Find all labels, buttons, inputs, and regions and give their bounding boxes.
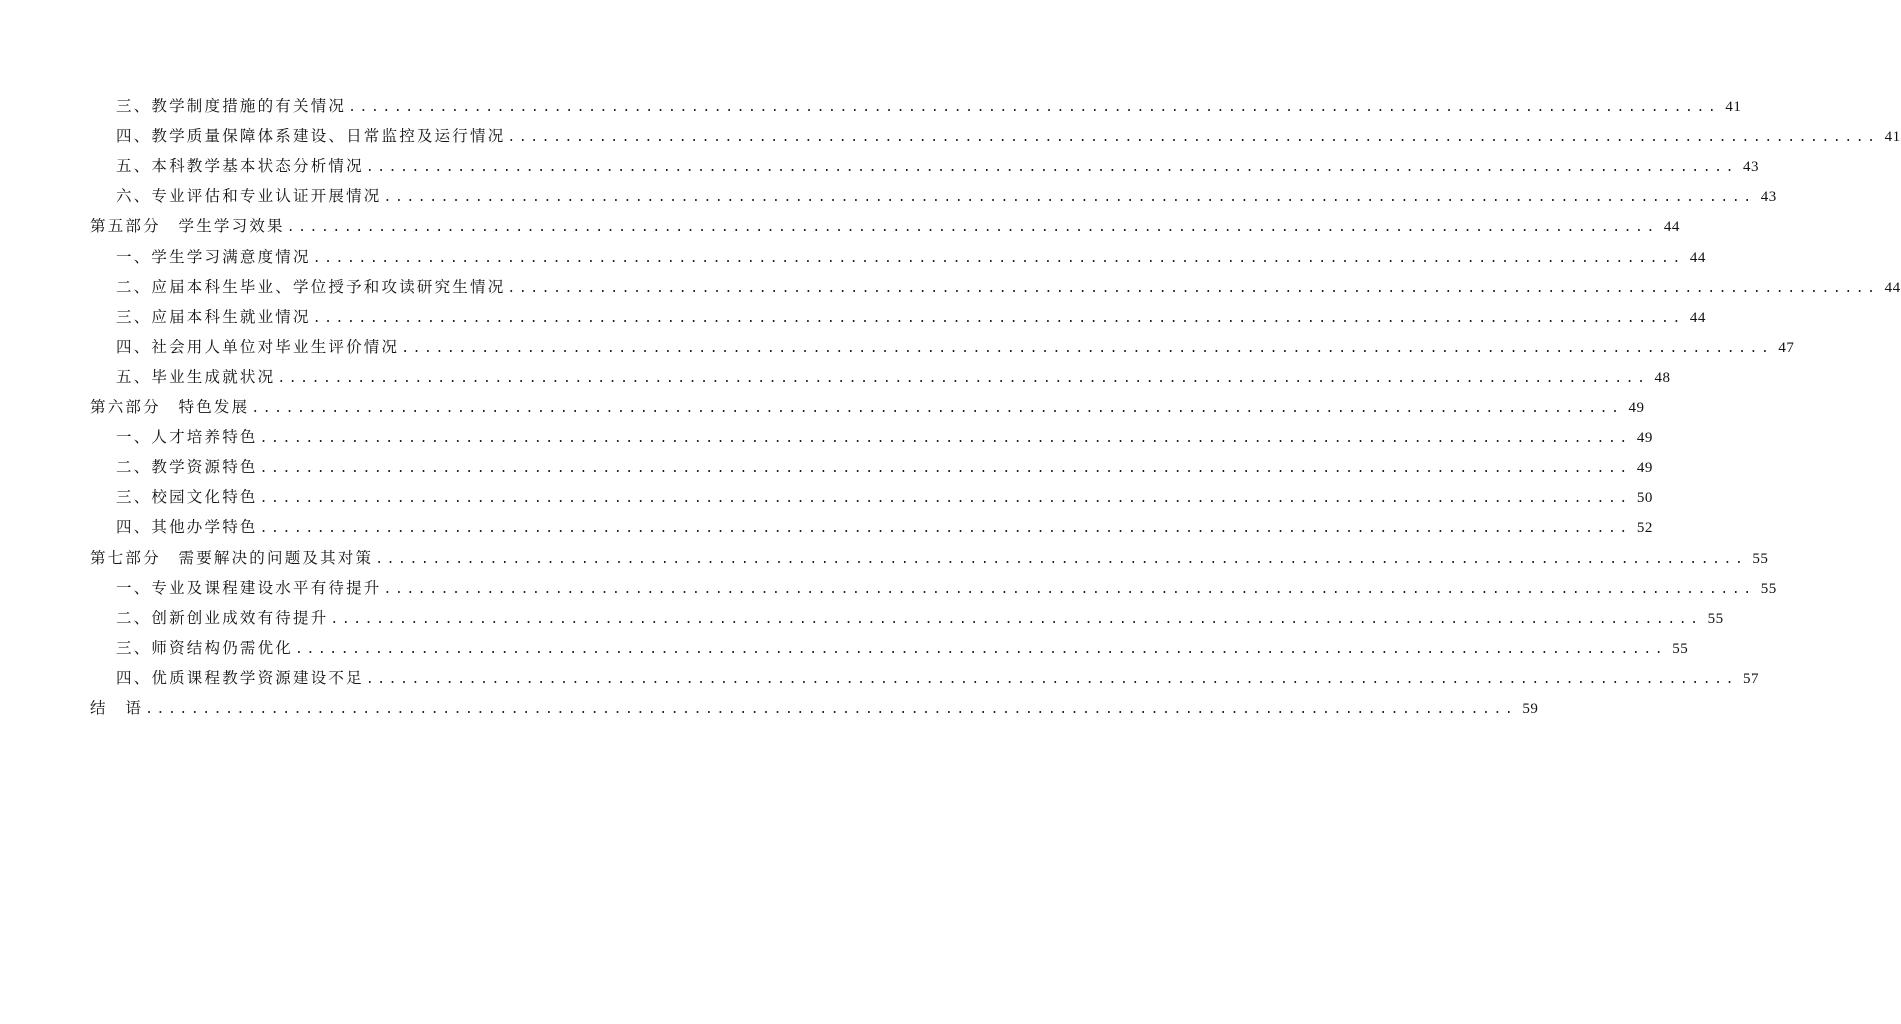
toc-entry-title: 结 语 — [90, 699, 144, 717]
toc-page-number: 55 — [1672, 640, 1689, 657]
toc-dot-leader: ........................................................................................................................ — [259, 461, 1631, 477]
toc-entry-title: 六、专业评估和专业认证开展情况 — [116, 187, 382, 206]
toc-section-row — [90, 214, 1680, 244]
toc-page-number: 49 — [1628, 400, 1645, 416]
toc-entry-title: 第七部分 需要解决的问题及其对策 — [90, 548, 374, 567]
toc-entry-title: 三、教学制度措施的有关情况 — [116, 97, 347, 115]
toc-dot-leader: ........................................................................................................................ — [401, 340, 1773, 356]
toc-entry-title: 二、教学资源特色 — [116, 458, 258, 477]
toc-entry-row — [116, 365, 1671, 395]
toc-dot-leader: ........................................................................................................................ — [259, 431, 1631, 447]
toc-entry-title: 四、其他办学特色 — [116, 518, 258, 537]
toc-entry-title: 四、优质课程教学资源建设不足 — [116, 668, 364, 687]
toc-page-number: 49 — [1636, 430, 1653, 447]
toc-dot-leader: ........................................................................................................................ — [286, 220, 1658, 236]
toc-entry-title: 一、学生学习满意度情况 — [116, 247, 311, 266]
toc-entry-row — [116, 94, 1742, 124]
toc-dot-leader: ........................................................................................................................ — [259, 491, 1631, 507]
toc-page-number: 48 — [1654, 369, 1671, 386]
toc-entry-row — [116, 245, 1706, 275]
toc-page-number: 57 — [1743, 670, 1760, 687]
toc-page-number: 44 — [1663, 219, 1680, 236]
toc-dot-leader: ........................................................................................................................ — [330, 611, 1702, 627]
toc-page-number: 55 — [1707, 610, 1724, 627]
toc-entry-title: 五、本科教学基本状态分析情况 — [116, 157, 364, 176]
toc-entry-row — [116, 184, 1777, 214]
toc-dot-leader: ........................................................................................................................ — [259, 521, 1631, 537]
toc-page-number: 47 — [1778, 339, 1795, 356]
toc-entry-title: 三、应届本科生就业情况 — [116, 307, 311, 326]
toc-entry-title: 第五部分 学生学习效果 — [90, 217, 285, 236]
toc-entry-row — [116, 275, 1901, 305]
toc-dot-leader: ........................................................................................................................ — [383, 581, 1755, 597]
toc-dot-leader: ........................................................................................................................ — [312, 310, 1684, 326]
toc-dot-leader: ........................................................................................................................ — [507, 130, 1879, 146]
toc-entry-title: 第六部分 特色发展 — [90, 398, 250, 416]
toc-section-row — [90, 696, 1539, 726]
toc-section-row — [90, 395, 1645, 425]
toc-entry-title: 三、师资结构仍需优化 — [116, 638, 294, 657]
toc-entry-row — [116, 576, 1777, 606]
toc-entry-row — [116, 154, 1760, 184]
toc-entry-row — [116, 485, 1653, 515]
toc-entry-title: 二、应届本科生毕业、学位授予和攻读研究生情况 — [116, 277, 506, 296]
toc-page-number: 43 — [1743, 159, 1760, 176]
toc-dot-leader: ........................................................................................................................ — [251, 401, 1623, 416]
toc-entry-row — [116, 335, 1795, 365]
toc-dot-leader: ........................................................................................................................ — [348, 100, 1720, 115]
toc-dot-leader: ........................................................................................................................ — [295, 641, 1667, 657]
toc-entry-row — [116, 425, 1653, 455]
toc-page-number: 41 — [1884, 129, 1901, 146]
toc-entry-title: 二、创新创业成效有待提升 — [116, 608, 329, 627]
toc-entry-title: 五、毕业生成就状况 — [116, 367, 276, 386]
toc-entry-row — [116, 305, 1706, 335]
toc-page-number: 41 — [1725, 99, 1742, 115]
toc-page-number: 44 — [1884, 279, 1901, 296]
toc-section-row — [90, 546, 1769, 576]
toc-page-number: 55 — [1760, 580, 1777, 597]
toc-page-number: 55 — [1752, 550, 1769, 567]
toc-page-number: 43 — [1760, 189, 1777, 206]
toc-dot-leader: ........................................................................................................................ — [277, 370, 1649, 386]
toc-page-number: 50 — [1636, 490, 1653, 507]
toc-entry-title: 四、教学质量保障体系建设、日常监控及运行情况 — [116, 127, 506, 146]
toc-dot-leader: ........................................................................................................................ — [383, 190, 1755, 206]
toc-entry-title: 一、专业及课程建设水平有待提升 — [116, 578, 382, 597]
toc-entry-row — [116, 606, 1724, 636]
toc-page-number: 49 — [1636, 460, 1653, 477]
toc-dot-leader: ........................................................................................................................ — [365, 671, 1738, 687]
toc-entry-title: 三、校园文化特色 — [116, 488, 258, 507]
toc-dot-leader: ........................................................................................................................ — [312, 250, 1684, 266]
toc-page-number: 44 — [1689, 249, 1706, 266]
toc-entry-row — [116, 515, 1653, 545]
toc-dot-leader: ........................................................................................................................ — [145, 702, 1517, 717]
toc-dot-leader: ........................................................................................................................ — [507, 280, 1879, 296]
toc-page-number: 44 — [1689, 309, 1706, 326]
toc-entry-row — [116, 455, 1653, 485]
toc-entry-row — [116, 666, 1760, 696]
toc-page-number: 59 — [1522, 701, 1539, 717]
toc-entry-title: 一、人才培养特色 — [116, 428, 258, 447]
toc-entry-row — [116, 636, 1689, 666]
toc-dot-leader: ........................................................................................................................ — [365, 160, 1738, 176]
toc-dot-leader: ........................................................................................................................ — [375, 551, 1747, 567]
toc-entry-title: 四、社会用人单位对毕业生评价情况 — [116, 337, 400, 356]
toc-entry-row — [116, 124, 1901, 154]
toc-page-number: 52 — [1636, 520, 1653, 537]
